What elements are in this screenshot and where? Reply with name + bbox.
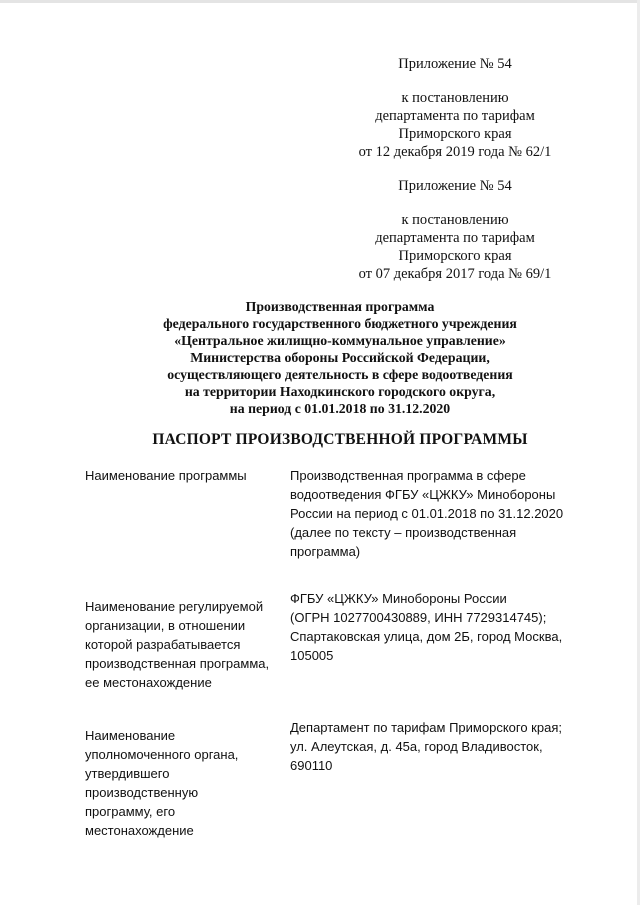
scan-edge-top (0, 0, 640, 3)
label-line: которой разрабатывается (85, 637, 241, 652)
label-line: производственную (85, 785, 199, 800)
value-line: 105005 (290, 648, 334, 663)
row-label (85, 589, 280, 692)
appendix-line: от 07 декабря 2017 года № 69/1 (358, 266, 552, 282)
label-line: Наименование (85, 728, 176, 743)
value-line: России на период с 01.01.2018 по 31.12.2020 (290, 506, 564, 521)
program-title-line: на территории Находкинского городского округа, (184, 384, 496, 399)
label-line: ее местонахождение (85, 675, 212, 690)
row-value (290, 718, 590, 840)
passport-row-organization (85, 589, 595, 692)
value-line: ул. Алеутская, д. 45а, город Владивосток, (290, 739, 543, 754)
appendix-title: Приложение № 54 (398, 178, 512, 194)
value-line: Производственная программа в сфере (290, 468, 526, 483)
appendix-line: от 12 декабря 2019 года № 62/1 (358, 144, 552, 160)
appendix-line: Приморского края (398, 248, 512, 264)
row-value (290, 466, 590, 561)
label-line: уполномоченного органа, (85, 747, 239, 762)
appendix-block-2019 (325, 55, 585, 161)
value-line: Департамент по тарифам Приморского края; (290, 720, 562, 735)
program-title (100, 298, 580, 417)
appendix-block-2017 (325, 177, 585, 283)
program-title-line: федерального государственного бюджетного учреждения (163, 316, 517, 331)
value-line: Спартаковская улица, дом 2Б, город Москва, (290, 629, 563, 644)
label-line: Наименование регулируемой (85, 599, 264, 614)
value-line: водоотведения ФГБУ «ЦЖКУ» Минобороны (290, 487, 556, 502)
label-line: местонахождение (85, 823, 194, 838)
value-line: 690110 (290, 758, 333, 773)
program-title-line: осуществляющего деятельность в сфере водоотведения (167, 367, 513, 382)
label-line: производственная программа, (85, 656, 270, 671)
passport-row-authority (85, 718, 595, 840)
program-title-line: Министерства обороны Российской Федерации, (190, 350, 490, 365)
row-label (85, 466, 280, 561)
program-title-line: на период с 01.01.2018 по 31.12.2020 (229, 401, 451, 416)
program-title-line: «Центральное жилищно-коммунальное управление» (174, 333, 506, 348)
label-line: программу, его (85, 804, 176, 819)
appendix-line: к постановлению (401, 90, 509, 106)
appendix-title: Приложение № 54 (398, 56, 512, 72)
row-value (290, 589, 590, 692)
appendix-line: департамента по тарифам (375, 230, 535, 246)
program-title-line: Производственная программа (245, 299, 435, 314)
appendix-line: департамента по тарифам (375, 108, 535, 124)
label-line: утвердившего (85, 766, 170, 781)
passport-table (85, 466, 595, 840)
passport-row-program-name (85, 466, 595, 561)
appendix-line: к постановлению (401, 212, 509, 228)
row-label (85, 718, 280, 840)
value-line: программа) (290, 544, 361, 559)
label-line: Наименование программы (85, 468, 247, 483)
value-line: (далее по тексту – производственная (290, 525, 517, 540)
appendix-line: Приморского края (398, 126, 512, 142)
value-line: ФГБУ «ЦЖКУ» Минобороны России (290, 591, 507, 606)
label-line: организации, в отношении (85, 618, 246, 633)
passport-heading: ПАСПОРТ ПРОИЗВОДСТВЕННОЙ ПРОГРАММЫ (152, 431, 528, 448)
value-line: (ОГРН 1027700430889, ИНН 7729314745); (290, 610, 547, 625)
